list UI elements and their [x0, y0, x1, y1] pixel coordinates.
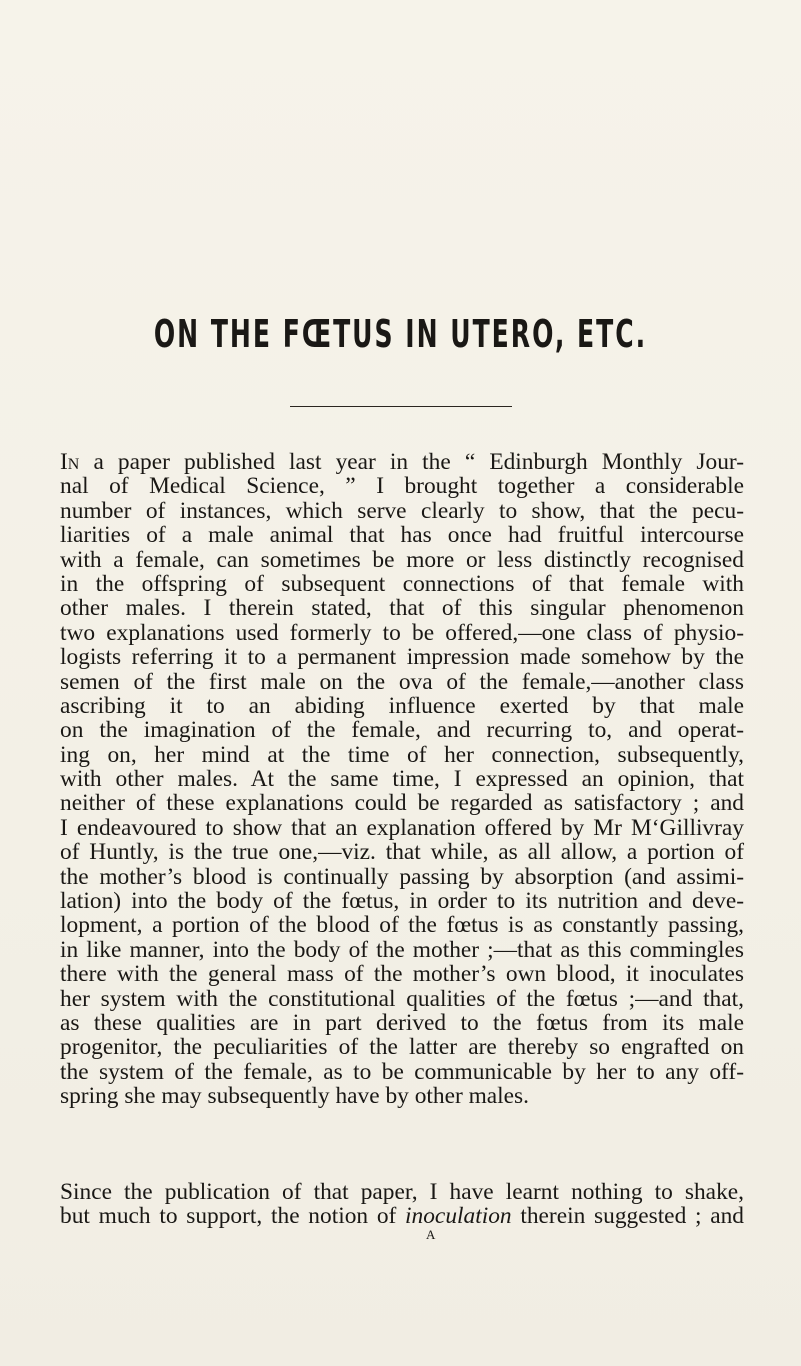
text-line: but much to support, the notion of inoculation therein suggested ; and	[60, 1203, 745, 1230]
text-line: ascribing it to an abiding influence exerted by that male	[60, 692, 744, 719]
text-line: of Huntly, is the true one,—viz. that while, as all allow, a portion of	[60, 839, 744, 866]
paragraph-2	[60, 1180, 744, 1229]
text-line: with other males. At the same time, I expressed an opinion, that	[60, 766, 744, 793]
text-line: In a paper published last year in the “ Edinburgh Monthly Jour-	[60, 449, 744, 475]
text-line: her system with the constitutional qualities of the fœtus ;—and that,	[60, 985, 744, 1012]
title-rule	[290, 406, 512, 407]
text-line: on the imagination of the female, and recurring to, and operat-	[60, 717, 744, 744]
text-line: progenitor, the peculiarities of the latter are thereby so engrafted on	[60, 1034, 744, 1061]
text-line: in the offspring of subsequent connections of that female with	[60, 570, 744, 597]
text-line: spring she may subsequently have by other males.	[60, 1083, 530, 1110]
text-line: the system of the female, as to be communicable by her to any off-	[60, 1058, 744, 1085]
text-line: I endeavoured to show that an explanation offered by Mr M‘Gillivray	[60, 814, 744, 841]
text-line: in like manner, into the body of the mother ;—that as this commingles	[60, 936, 744, 963]
text-line: Since the publication of that paper, I have learnt nothing to shake,	[60, 1179, 744, 1205]
page-title: ON THE FŒTUS IN UTERO, ETC.	[153, 312, 648, 356]
text-line: the mother’s blood is continually passing by absorption (and assimi-	[60, 863, 744, 890]
text-line: ing on, her mind at the time of her connection, subsequently,	[60, 741, 744, 768]
text-line: with a female, can sometimes be more or less distinctly recognised	[60, 546, 744, 573]
opening-small-caps: In	[60, 449, 80, 475]
text-line: logists referring it to a permanent impression made somehow by the	[60, 644, 744, 671]
text-line: liarities of a male animal that has once had fruitful intercourse	[60, 522, 744, 549]
text-line: other males. I therein stated, that of this singular phenomenon	[60, 595, 744, 622]
paragraph-1	[60, 450, 744, 1109]
text-line: lation) into the body of the fœtus, in order to its nutrition and deve-	[60, 888, 744, 915]
text-line: number of instances, which serve clearly to show, that the pecu-	[60, 497, 744, 524]
text-line: lopment, a portion of the blood of the fœtus is as constantly passing,	[60, 912, 744, 939]
text-line: there with the general mass of the mother’s own blood, it inoculates	[60, 961, 744, 988]
emphasis-text: inoculation	[405, 1203, 512, 1230]
text-line: nal of Medical Science, ” I brought together a considerable	[60, 473, 744, 500]
text-line: semen of the first male on the ova of the female,—another class	[60, 668, 744, 695]
text-line: neither of these explanations could be regarded as satisfactory ; and	[60, 790, 744, 817]
text-line: as these qualities are in part derived to the fœtus from its male	[60, 1009, 744, 1036]
text-line: two explanations used formerly to be offered,—one class of physio-	[60, 619, 744, 646]
signature-mark: A	[426, 1227, 436, 1242]
